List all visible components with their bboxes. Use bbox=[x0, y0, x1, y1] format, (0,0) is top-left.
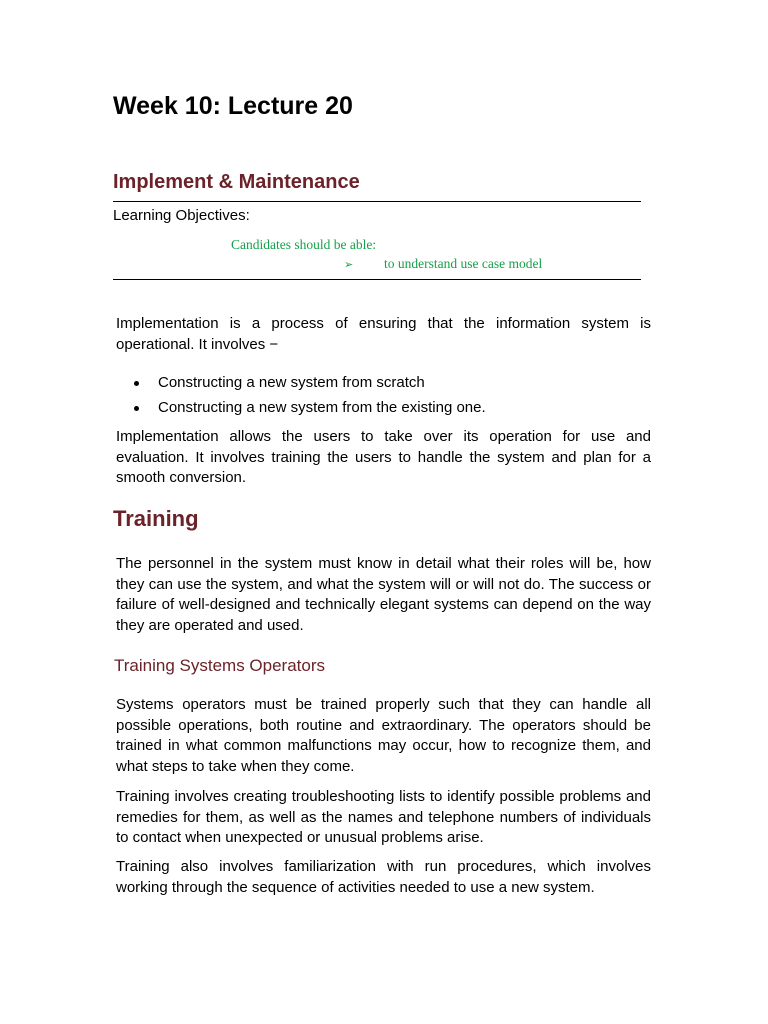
operators-paragraph-3: Training also involves familiarization with run procedures, which involves working through the sequence of activities needed to use a new system. bbox=[116, 858, 651, 896]
learning-objectives-label: Learning Objectives: bbox=[113, 207, 250, 224]
bullet-icon bbox=[134, 381, 139, 386]
page-title: Week 10: Lecture 20 bbox=[113, 92, 353, 120]
bullet-list bbox=[116, 373, 651, 423]
operators-paragraph-1: Systems operators must be trained properly such that they can handle all possible operations, both routine and extraordinary. The operators should be trained in what common malfunctions may occur, how to recognize them, and what steps to take when they come. bbox=[116, 696, 651, 775]
training-heading: Training bbox=[113, 506, 199, 531]
arrowhead-bullet-icon: ➢ bbox=[344, 258, 354, 271]
implementation-paragraph: Implementation allows the users to take over its operation for use and evaluation. It involves training the users to handle the system and plan for a smooth conversion. bbox=[116, 428, 651, 486]
bullet-icon bbox=[134, 406, 139, 411]
training-paragraph: The personnel in the system must know in detail what their roles will be, how they can use the system, and what the system will or will not do. The success or failure of well-designed and technically elegant systems can depend on the way they are operated and used. bbox=[116, 555, 651, 634]
divider-top bbox=[113, 201, 641, 202]
objective-item-text: to understand use case model bbox=[384, 256, 543, 271]
candidates-text: Candidates should be able: bbox=[231, 237, 377, 252]
list-item-text: Constructing a new system from scratch bbox=[158, 374, 425, 391]
operators-heading: Training Systems Operators bbox=[114, 656, 325, 675]
intro-paragraph: Implementation is a process of ensuring that the information system is operational. It involves − bbox=[116, 315, 651, 353]
objective-item bbox=[344, 256, 542, 272]
section-heading: Implement & Maintenance bbox=[113, 171, 360, 193]
operators-paragraph-2: Training involves creating troubleshooting lists to identify possible problems and remedies for them, as well as the names and telephone numbers of individuals to contact when unexpected or unusual problems arise. bbox=[116, 788, 651, 846]
list-item bbox=[116, 398, 651, 423]
divider-bottom bbox=[113, 279, 641, 280]
list-item bbox=[116, 373, 651, 398]
list-item-text: Constructing a new system from the existing one. bbox=[158, 399, 486, 416]
